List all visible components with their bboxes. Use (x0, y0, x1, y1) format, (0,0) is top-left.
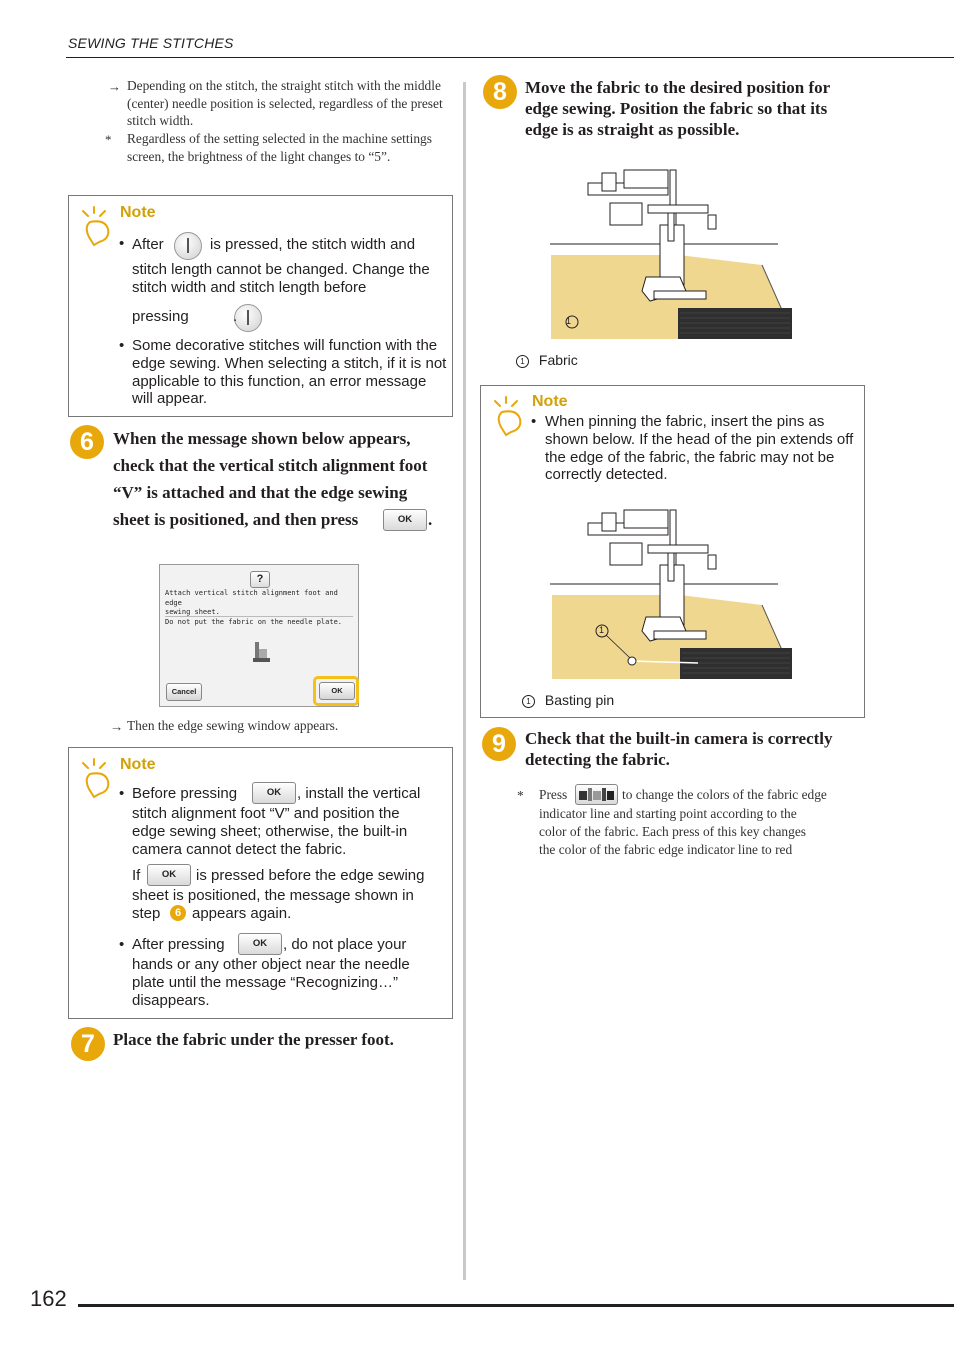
note-title: Note (120, 204, 156, 221)
note2-if-rest: is pressed before the edge sewing (196, 867, 425, 884)
page-number: 162 (30, 1286, 67, 1311)
ok-key-icon: OK (238, 933, 282, 955)
note2-if: If (132, 867, 141, 884)
arrow-marker: → (110, 719, 124, 734)
step9-rest4: the color of the fabric edge indicator line to red (539, 842, 793, 857)
step-6-inline-badge: 6 (170, 905, 186, 921)
dialog-divider (165, 616, 353, 617)
note1-pressed-text: is pressed, the stitch width and (210, 236, 416, 253)
caption-text: Basting pin (544, 692, 615, 708)
circled-number: 1 (516, 355, 529, 368)
step6-line2: check that the vertical stitch alignment foot (113, 456, 428, 475)
intro-note-1: Depending on the stitch, the straight stitch with the middle (center) needle position is selected, regardless of the preset stitch width. (127, 78, 443, 129)
lightbulb-icon (80, 205, 114, 249)
step-8-badge: 8 (483, 75, 517, 109)
note1-after: After (132, 236, 164, 253)
after-dialog-note: Then the edge sewing window appears. (127, 718, 339, 733)
step-9-badge: 9 (482, 727, 516, 761)
dialog-line: Do not put the fabric on the needle plate. (165, 617, 343, 626)
arrow-marker: → (108, 79, 121, 94)
step9-line1: Check that the built-in camera is correctly (525, 729, 833, 748)
step-7-badge: 7 (71, 1027, 105, 1061)
ok-key-icon: OK (147, 864, 191, 886)
header-rule (66, 57, 954, 58)
question-icon: ? (250, 571, 270, 588)
note1-pressing: pressing (132, 308, 189, 325)
step6-line1: When the message shown below appears, (113, 429, 411, 448)
bullet: • (119, 936, 125, 953)
lightbulb-icon (80, 757, 114, 801)
note1-period: . (233, 308, 238, 325)
step9-press: Press (539, 787, 568, 802)
lightbulb-icon (492, 395, 526, 439)
note1-bullet2: Some decorative stitches will function with the edge sewing. When selecting a stitch, if it is not applicable to this function, an error message will appear. (132, 337, 447, 408)
step9-rest2: indicator line and starting point according to the (539, 806, 797, 821)
bullet: • (531, 413, 537, 430)
step6-line4: sheet is positioned, and then press (113, 510, 359, 529)
step8-line1: Move the fabric to the desired position for (525, 78, 831, 97)
note-title: Note (532, 393, 568, 410)
presser-foot-icon (252, 641, 272, 665)
note2-do-not: , do not place your (283, 936, 407, 953)
note2-tail1: sheet is positioned, the message shown in (132, 887, 414, 904)
step9-line2: detecting the fabric. (525, 750, 670, 769)
note-title: Note (120, 756, 156, 773)
running-header: SEWING THE STITCHES (68, 35, 234, 51)
note2-install: , install the vertical (297, 785, 421, 802)
circled-number: 1 (522, 695, 535, 708)
fabric-color-swatches (576, 785, 617, 804)
note3-text: When pinning the fabric, insert the pins as shown below. If the head of the pin extends off the edge of the fabric, the fabric may not be correctly detected. (545, 413, 854, 484)
step9-rest1: to change the colors of the fabric edge (622, 787, 827, 802)
bullet: • (119, 235, 125, 252)
dialog-line: sewing sheet. (165, 608, 220, 616)
step6-period: . (428, 510, 433, 529)
ok-key-icon: OK (252, 782, 296, 804)
note2-after: After pressing (132, 936, 225, 953)
figure-callout: 1 (599, 625, 605, 635)
column-divider (463, 82, 466, 1280)
dialog-line: Attach vertical stitch alignment foot and edge (165, 589, 338, 607)
step8-line3: edge is as straight as possible. (525, 120, 740, 139)
step9-rest3: color of the fabric. Each press of this key changes (539, 824, 806, 839)
bullet: • (119, 337, 125, 354)
note2-before: Before pressing (132, 785, 238, 802)
step-6-badge: 6 (70, 425, 104, 459)
presser-foot-key-icon (174, 232, 202, 260)
footer-rule (78, 1304, 954, 1307)
note2-appears: appears again. (192, 905, 292, 922)
note1-stitch-text: stitch length cannot be changed. Change the stitch width and stitch length before (132, 261, 430, 296)
figure1-caption (516, 352, 578, 368)
edge-sewing-dialog (159, 564, 359, 707)
fabric-color-key-icon (575, 784, 618, 805)
figure2-caption (522, 692, 614, 708)
dialog-message (165, 589, 358, 627)
intro-note-2: Regardless of the setting selected in the machine settings screen, the brightness of the light changes to “5”. (127, 131, 432, 164)
ok-button[interactable]: OK (319, 682, 355, 700)
note2-step: step (132, 905, 161, 922)
fabric-position-illustration (550, 165, 795, 343)
figure-callout: 1 (566, 316, 572, 326)
ok-key-icon: OK (383, 509, 427, 531)
step6-line3: “V” is attached and that the edge sewing (113, 483, 408, 502)
step8-line2: edge sewing. Position the fabric so that its (525, 99, 828, 118)
basting-pin-illustration (550, 505, 795, 683)
presser-foot-key-icon (234, 304, 262, 332)
step7-text: Place the fabric under the presser foot. (113, 1030, 394, 1049)
note2-b2-rest: hands or any other object near the needle plate until the message “Recognizing…” disappears. (132, 956, 410, 1009)
caption-text: Fabric (538, 352, 578, 368)
cancel-button[interactable]: Cancel (166, 683, 202, 701)
asterisk-marker: * (517, 788, 524, 803)
asterisk-marker: * (105, 132, 112, 147)
note2-rest: stitch alignment foot “V” and position the edge sewing sheet; otherwise, the built-in camera cannot detect the fabric. (132, 805, 408, 858)
bullet: • (119, 785, 125, 802)
